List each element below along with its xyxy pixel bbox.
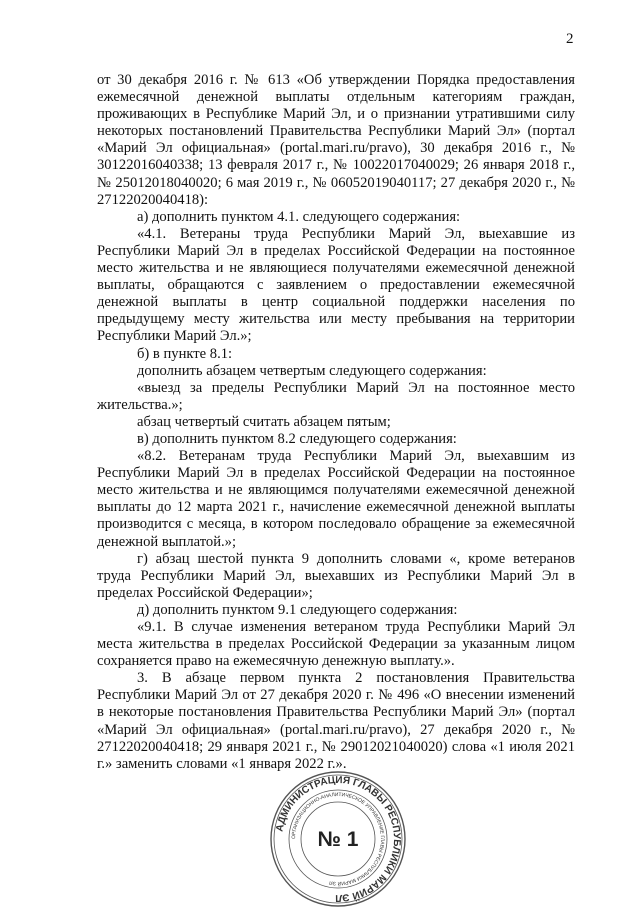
paragraph-item-b: б) в пункте 8.1: (137, 345, 233, 362)
paragraph-point-9-1: «9.1. В случае изменения ветераном труда Республики Марий Эл места жительства в пределах Российской Федерации за указанным лицом сохраняется право на ежемесячную денежную выплату.». (97, 619, 575, 670)
stamp-number: № 1 (317, 828, 359, 851)
document-body (97, 72, 575, 773)
paragraph-fourth-fifth: абзац четвертый считать абзацем пятым; (137, 413, 391, 430)
paragraph-item-a: а) дополнить пунктом 4.1. следующего содержания: (137, 208, 461, 225)
paragraph-point-4-1: «4.1. Ветераны труда Республики Марий Эл, выехавшие из Республики Марий Эл в пределах Российской Федерации на постоянное место жительства и не являющиеся получателями ежемесячной денежной выплаты, обращаются с заявлением о предоставлении ежемесячной денежной выплаты в центр социальной поддержки населения по предыдущему месту жительства или месту пребывания на территории Республики Марий Эл.»; (97, 225, 575, 345)
paragraph-section-3: 3. В абзаце первом пункта 2 постановления Правительства Республики Марий Эл от 27 декабря 2020 г. № 496 «О внесении изменений в некоторые постановления Правительства Республики Марий Эл» (портал «Марий Эл официальная» (portal.mari.ru/pravo), 27 декабря 2020 г., № 27122020040418; 29 января 2021 г., № 29012021040020) слова «1 июля 2021 г.» заменить словами «1 января 2022 г.». (97, 670, 575, 772)
paragraph-item-v: в) дополнить пунктом 8.2 следующего содержания: (137, 430, 457, 447)
official-stamp (268, 769, 408, 909)
paragraph-item-d: д) дополнить пунктом 9.1 следующего содержания: (137, 601, 458, 618)
paragraph-point-8-2: «8.2. Ветеранам труда Республики Марий Эл, выехавшим из Республики Марий Эл в пределах Российской Федерации на постоянное место жительства и не являющимся получателями ежемесячной денежной выплаты до 12 марта 2021 г., начисление ежемесячной денежной выплаты производится с месяца, в котором последовало обращение за ежемесячной денежной выплатой.»; (97, 448, 575, 550)
paragraph-add-fourth: дополнить абзацем четвертым следующего содержания: (137, 362, 487, 379)
stamp-inner-text: ОРГАНИЗАЦИОННО-АНАЛИТИЧЕСКОЕ УПРАВЛЕНИЕ ГЛАВЫ РЕСПУБЛИКИ МАРИЙ ЭЛ (290, 791, 386, 887)
paragraph-departure: «выезд за пределы Республики Марий Эл на постоянное место жительства.»; (97, 379, 575, 413)
page-number: 2 (566, 31, 574, 47)
paragraph-intro: от 30 декабря 2016 г. № 613 «Об утверждении Порядка предоставления ежемесячной денежной выплаты отдельным категориям граждан, проживающих в Республике Марий Эл, и о признании утратившими силу некоторых постановлений Правительства Республики Марий Эл» (портал «Марий Эл официальная» (portal.mari.ru/pravo), 30 декабря 2016 г., № 30122016040338; 13 февраля 2017 г., № 10022017040029; 26 января 2018 г., № 25012018040020; 6 мая 2019 г., № 06052019040117; 27 декабря 2020 г., № 27122020040418): (97, 72, 575, 208)
paragraph-item-g: г) абзац шестой пункта 9 дополнить словами «, кроме ветеранов труда Республики Марий Эл, выехавших из Республики Марий Эл в пределах Российской Федерации»; (97, 550, 575, 601)
stamp-outer-text: АДМИНИСТРАЦИЯ ГЛАВЫ РЕСПУБЛИКИ МАРИЙ ЭЛ (274, 774, 403, 904)
